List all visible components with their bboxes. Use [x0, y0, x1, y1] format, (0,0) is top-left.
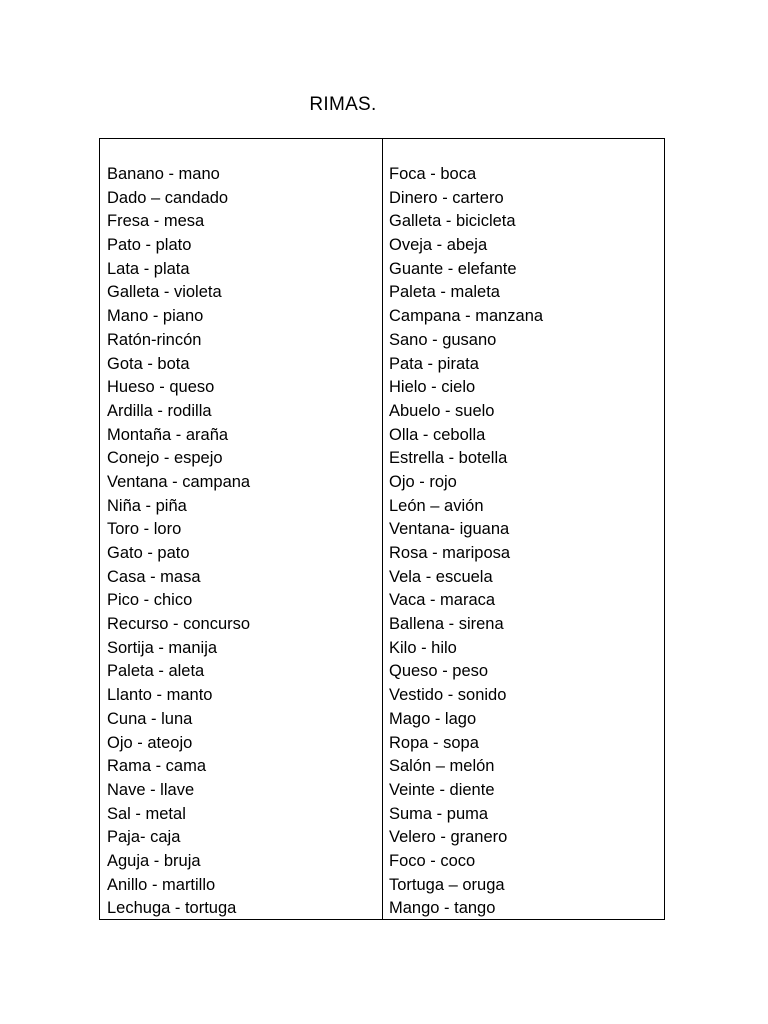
- rhyme-pair: Foca - boca: [389, 165, 477, 183]
- rhyme-pair: Ratón-rincón: [107, 330, 202, 349]
- rhyme-pair: Abuelo - suelo: [389, 401, 495, 420]
- rhyme-pair: Rosa - mariposa: [389, 544, 511, 562]
- rhyme-column-right: [383, 139, 664, 919]
- rhyme-pair: Mago - lago: [389, 709, 477, 728]
- rhyme-pair: Casa - masa: [107, 567, 201, 586]
- rhyme-pair: Gato - pato: [107, 544, 190, 562]
- rhyme-pair: Olla - cebolla: [389, 425, 486, 444]
- rhyme-pair: Ropa - sopa: [389, 733, 479, 752]
- rhyme-pair: Pato - plato: [107, 236, 192, 255]
- rhyme-pair: Lechuga - tortuga: [107, 899, 237, 918]
- rhyme-pair: Mango - tango: [389, 899, 496, 918]
- rhyme-pair: Suma - puma: [389, 804, 489, 823]
- rhyme-pair: Banano - mano: [107, 165, 220, 183]
- rhyme-pair: Rama - cama: [107, 757, 207, 776]
- rhyme-pair: Conejo - espejo: [107, 449, 223, 468]
- rhyme-pair: Galleta - violeta: [107, 283, 222, 302]
- rhyme-pair: Ventana - campana: [107, 472, 251, 491]
- rhyme-pair: Sortija - manija: [107, 638, 218, 657]
- rhyme-pair: Hielo - cielo: [389, 378, 476, 397]
- rhyme-pair: Foco - coco: [389, 851, 476, 870]
- rhyme-pair: Toro - loro: [107, 520, 182, 539]
- rhyme-pair: Paleta - maleta: [389, 283, 500, 302]
- rhyme-pair: Ojo - rojo: [389, 472, 457, 491]
- rhyme-table: [99, 138, 665, 920]
- rhyme-pair: Recurso - concurso: [107, 615, 251, 634]
- rhyme-pair: Estrella - botella: [389, 449, 508, 468]
- rhyme-pair: Sano - gusano: [389, 330, 497, 349]
- rhyme-pair: Vela - escuela: [389, 567, 493, 586]
- rhyme-pair: Queso - peso: [389, 662, 489, 681]
- rhyme-pair: Montaña - araña: [107, 425, 229, 444]
- rhyme-pair: Nave - llave: [107, 780, 195, 799]
- rhyme-pair: Tortuga – oruga: [389, 875, 505, 894]
- rhyme-pair: Mano - piano: [107, 307, 204, 326]
- page-title: RIMAS.: [309, 94, 377, 115]
- rhyme-pair: Llanto - manto: [107, 686, 213, 705]
- rhyme-pair: León – avión: [389, 496, 484, 515]
- rhyme-pair: Fresa - mesa: [107, 212, 205, 231]
- rhyme-pair: Dinero - cartero: [389, 188, 504, 207]
- rhyme-pair: Aguja - bruja: [107, 851, 201, 870]
- rhyme-pair: Paja- caja: [107, 828, 181, 847]
- rhyme-pair: Velero - granero: [389, 828, 508, 847]
- rhyme-pair: Paleta - aleta: [107, 662, 205, 681]
- rhyme-pair: Vestido - sonido: [389, 686, 507, 705]
- rhyme-pair: Cuna - luna: [107, 709, 193, 728]
- rhyme-pair: Veinte - diente: [389, 780, 495, 799]
- rhyme-pair: Kilo - hilo: [389, 638, 457, 657]
- rhyme-pair: Campana - manzana: [389, 307, 544, 326]
- rhyme-pair: Oveja - abeja: [389, 236, 488, 255]
- rhyme-pair: Pico - chico: [107, 591, 193, 610]
- rhyme-pair: Ardilla - rodilla: [107, 401, 212, 420]
- rhyme-pair: Anillo - martillo: [107, 875, 216, 894]
- rhyme-pair: Salón – melón: [389, 757, 495, 776]
- rhyme-pair: Guante - elefante: [389, 259, 517, 278]
- rhyme-pair: Dado – candado: [107, 188, 229, 207]
- rhyme-pair: Hueso - queso: [107, 378, 215, 397]
- rhyme-pair: Gota - bota: [107, 354, 190, 373]
- rhyme-pair: Ventana- iguana: [389, 520, 510, 539]
- rhyme-column-left: [100, 139, 383, 919]
- rhyme-pair: Galleta - bicicleta: [389, 212, 516, 231]
- rhyme-pair: Ballena - sirena: [389, 615, 504, 634]
- rhyme-pair: Niña - piña: [107, 496, 187, 515]
- rhyme-pair: Ojo - ateojo: [107, 733, 193, 752]
- rhyme-pair: Vaca - maraca: [389, 591, 496, 610]
- rhyme-pair: Lata - plata: [107, 259, 190, 278]
- rhyme-pair: Pata - pirata: [389, 354, 479, 373]
- rhyme-pair: Sal - metal: [107, 804, 186, 823]
